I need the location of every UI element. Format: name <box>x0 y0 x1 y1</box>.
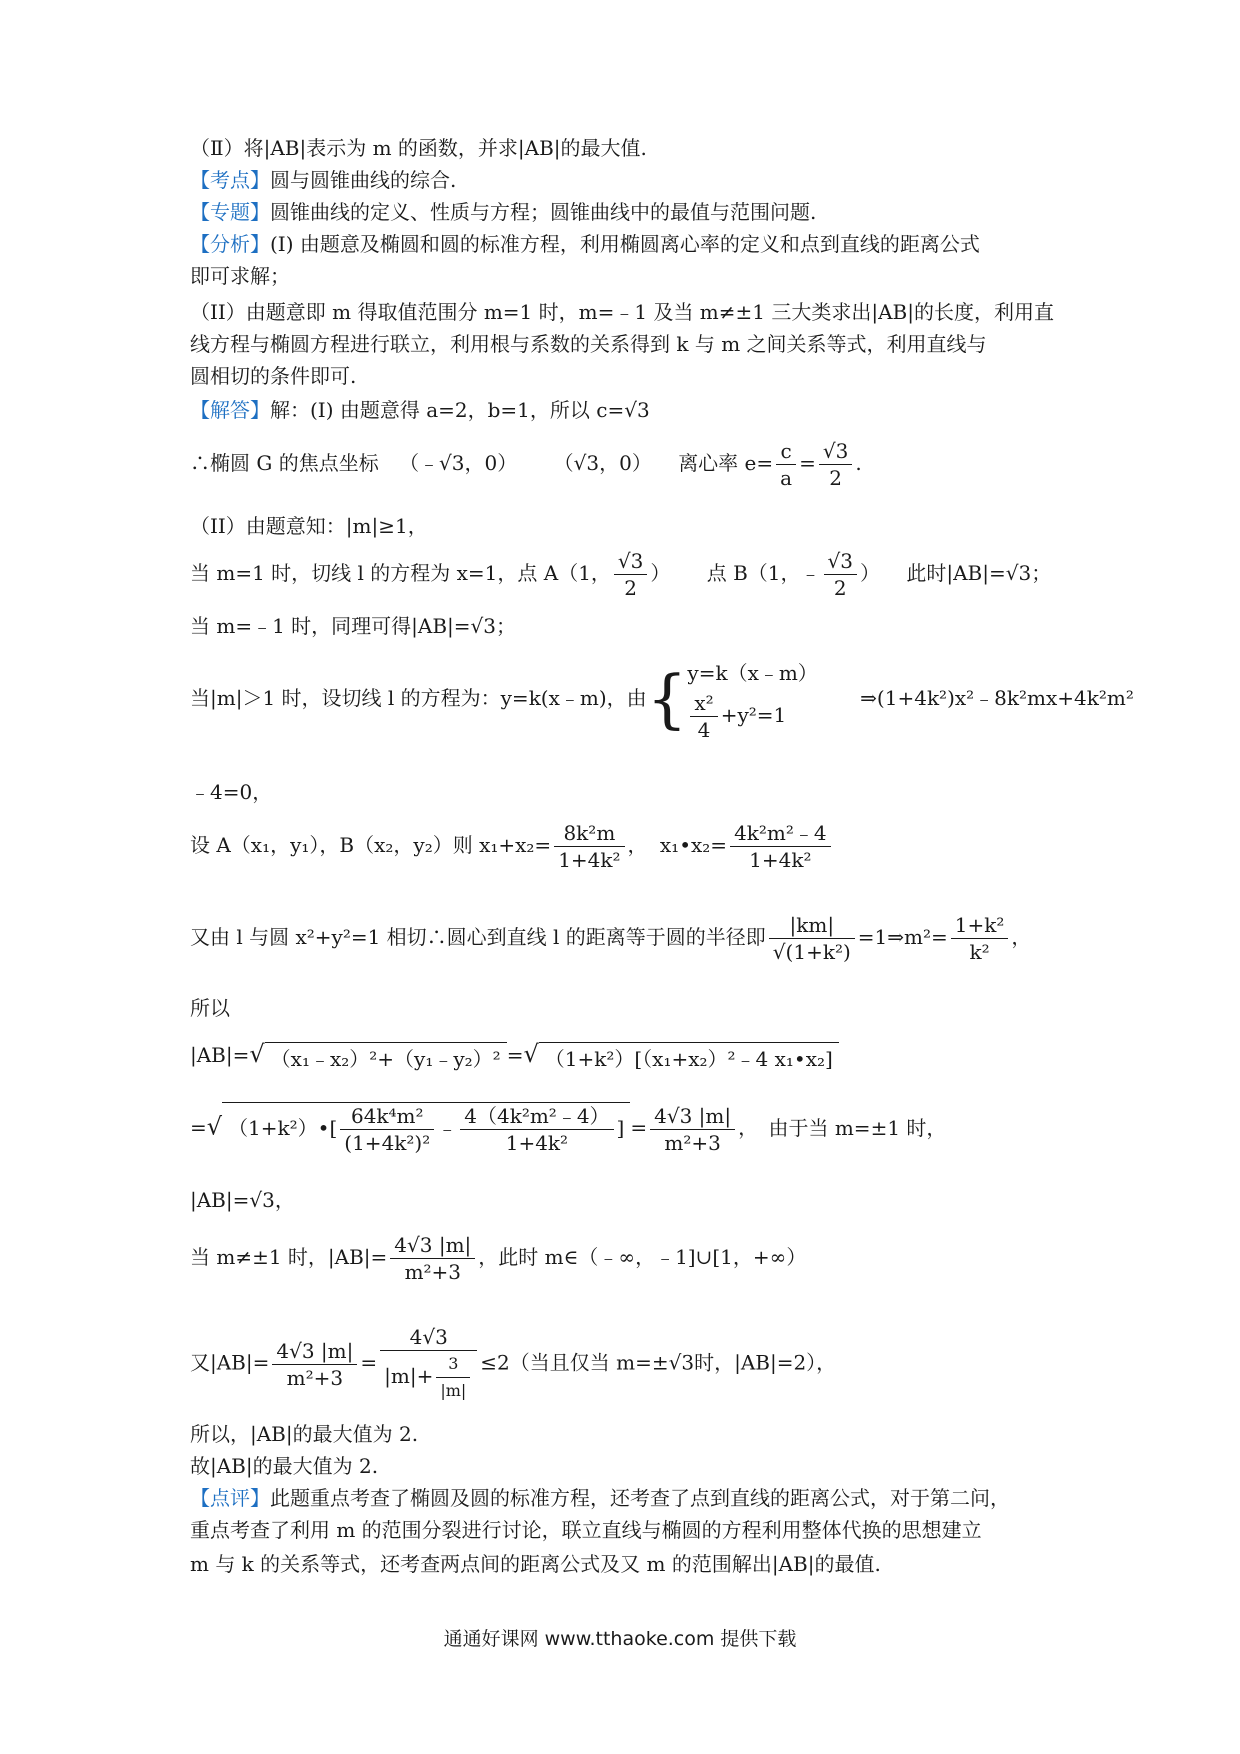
dianping-line-1 <box>190 1482 1010 1514</box>
fraction-13a: $\frac{4√3 |m|}{\text{m²+3}}$ <box>272 1338 357 1391</box>
jieda-text-6b: ⇒(1+4k²)x²﹣8k²mx+4k²m² <box>860 686 1134 710</box>
jieda-text-14: 所以，|AB|的最大值为 2. <box>190 1422 419 1446</box>
jieda-text-9b: =1⇒m²= <box>857 925 948 949</box>
jieda-line-9: 又由 l 与圆 x²+y²=1 相切∴圆心到直线 l 的距离等于圆的半径即 $\frac{|km|}{\text{√(1+k²)}}$ =1⇒m²= $\frac{\text{1+k²}}{\text{k²}}$ ， <box>190 913 1032 964</box>
focus-right: （√3，0） <box>553 451 652 475</box>
brace: { <box>646 662 688 737</box>
page-footer: 通通好课网 www.tthaoke.com 提供下载 <box>443 1628 797 1650</box>
fenxi-text-3: （II）由题意即 m 得取值范围分 m=1 时，m=﹣1 及当 m≠±1 三大类求出|AB|的长度，利用直 <box>190 300 1054 324</box>
jieda-text-15: 故|AB|的最大值为 2. <box>190 1454 379 1478</box>
dianping-tag: 【点评】 <box>190 1486 270 1510</box>
ab-line-2: =√ （1+k²）•[ $\frac{\text{64k⁴m²}}{\text{(1+4k²)²}}$ ﹣ $\frac{\text{4（4k²m²﹣4）}}{\text{1+4k²}}$ ] = $\frac{4√3 |m|}{\text{m²+3}}$ ， 由于当 m=±1 时， <box>190 1103 947 1155</box>
fraction-result: $\frac{4√3 |m|}{\text{m²+3}}$ <box>650 1103 735 1156</box>
ab-text-2b: 由于当 m=±1 时， <box>768 1115 947 1140</box>
fraction-t1: $\frac{\text{64k⁴m²}}{\text{(1+4k²)²}}$ <box>340 1103 434 1156</box>
eccentricity-label: 离心率 e= <box>678 451 774 475</box>
jieda-line-2: ∴椭圆 G 的焦点坐标 （﹣√3，0） （√3，0） 离心率 e= $\frac{c}{a}$ = $\frac{√3}{2}$ . <box>190 439 862 490</box>
fenxi-text-4: 线方程与椭圆方程进行联立，利用根与系数的关系得到 k 与 m 之间关系等式，利用直线与 <box>190 332 987 356</box>
fenxi-tag: 【分析】 <box>190 232 270 256</box>
jieda-text-6a: 当|m|＞1 时，设切线 l 的方程为：y=k(x﹣m)，由 <box>190 686 647 710</box>
jieda-text-7: ﹣4=0， <box>190 780 273 804</box>
system-eq-2: $\frac{\text{x²}}{4}$ +y²=1 <box>687 690 817 743</box>
dianping-text-3: m 与 k 的关系等式，还考查两点间的距离公式及又 m 的范围解出|AB|的最值. <box>190 1552 881 1576</box>
fraction-e-value: $\frac{√3}{2}$ <box>819 438 852 491</box>
jieda-line-13: 又|AB|= $\frac{4√3 |m|}{\text{m²+3}}$ = 4√3 |m|+ $\frac{3}{|m|}$ ≤2（当且仅当 m=±√3时，|AB|=2）， <box>190 1324 836 1404</box>
jieda-text-12a: 当 m≠±1 时，|AB|= <box>190 1245 388 1269</box>
jieda-line-8: 设 A（x₁，y₁），B（x₂，y₂）则 x₁+x₂= $\frac{\text{8k²m}}{\text{1+4k²}}$ ， x₁•x₂= $\frac{\text{4k²m²﹣4}}{\text{1+4k²}}$ <box>190 820 834 873</box>
jieda-line-6 <box>190 656 1134 743</box>
jieda-text-5: 当 m=﹣1 时，同理可得|AB|=√3； <box>190 614 517 638</box>
ab-radical-2: （1+k²）[（x₁+x₂）²﹣4 x₁•x₂] <box>539 1042 839 1072</box>
fenxi-text-2: 即可求解； <box>190 264 290 288</box>
jieda-text-11: |AB|=√3， <box>190 1188 295 1212</box>
dianping-text-2: 重点考查了利用 m 的范围分裂进行讨论，联立直线与椭圆的方程利用整体代换的思想建立 <box>190 1518 982 1542</box>
fraction-distance: $\frac{|km|}{\text{√(1+k²)}}$ <box>769 912 855 965</box>
question-part-2: （Ⅱ）将|AB|表示为 m 的函数，并求|AB|的最大值. <box>190 136 647 160</box>
fraction-13c: $\frac{3}{|m|}$ <box>436 1351 470 1404</box>
fenxi-text-5: 圆相切的条件即可. <box>190 364 357 388</box>
jieda-text-4a: 当 m=1 时，切线 l 的方程为 x=1，点 A（1， <box>190 561 611 585</box>
kaodian-tag: 【考点】 <box>190 168 270 192</box>
jieda-text-9a: 又由 l 与圆 x²+y²=1 相切∴圆心到直线 l 的距离等于圆的半径即 <box>190 925 766 949</box>
jieda-text-12b: ，此时 m∈（﹣∞，﹣1]∪[1，+∞） <box>478 1245 807 1269</box>
jieda-text-3: （II）由题意知：|m|≥1， <box>190 514 428 538</box>
jieda-text-10: 所以 <box>190 996 230 1020</box>
fraction-ab-m: $\frac{4√3 |m|}{\text{m²+3}}$ <box>390 1232 475 1285</box>
zhuanti-text: 圆锥曲线的定义、性质与方程；圆锥曲线中的最值与范围问题. <box>270 200 817 224</box>
zhuanti-tag: 【专题】 <box>190 200 270 224</box>
fenxi-line-1 <box>190 228 980 260</box>
jieda-line-12 <box>190 1232 806 1285</box>
ab-label: |AB|= <box>190 1043 250 1067</box>
fraction-sum: $\frac{\text{8k²m}}{\text{1+4k²}}$ <box>554 820 624 873</box>
jieda-text-4b: 点 B（1，﹣ <box>706 561 821 585</box>
jieda-line-1 <box>190 394 650 426</box>
ab-radical-3: （1+k²）•[ $\frac{\text{64k⁴m²}}{\text{(1+4k²)²}}$ ﹣ $\frac{\text{4（4k²m²﹣4）}}{\text{1+4k²}}$ ] <box>222 1102 630 1156</box>
ab-radical-1: （x₁﹣x₂）²+（y₁﹣y₂）² <box>265 1042 507 1072</box>
fraction-e: $\frac{c}{a}$ <box>776 438 796 491</box>
fraction-13b: 4√3 |m|+ $\frac{3}{|m|}$ <box>380 1324 477 1404</box>
zhuanti-line <box>190 196 816 228</box>
dianping-text-1: 此题重点考查了椭圆及圆的标准方程，还考查了点到直线的距离公式，对于第二问， <box>270 1486 1010 1510</box>
fenxi-text-1: (I) 由题意及椭圆和圆的标准方程，利用椭圆离心率的定义和点到直线的距离公式 <box>270 232 980 256</box>
ab-line-1: |AB|=√ （x₁﹣x₂）²+（y₁﹣y₂）² =√ （1+k²）[（x₁+x₂）²﹣4 x₁•x₂] <box>190 1040 839 1072</box>
jieda-text-1: 解：(I) 由题意得 a=2，b=1，所以 c=√3 <box>270 398 650 422</box>
fraction-product: $\frac{\text{4k²m²﹣4}}{\text{1+4k²}}$ <box>730 820 831 873</box>
jieda-text-2a: ∴椭圆 G 的焦点坐标 <box>190 451 379 475</box>
kaodian-line <box>190 164 456 196</box>
fraction-m2: $\frac{\text{1+k²}}{\text{k²}}$ <box>951 912 1009 965</box>
fraction-ya: $\frac{√3}{2}$ <box>614 548 647 601</box>
jieda-text-8a: 设 A（x₁，y₁），B（x₂，y₂）则 x₁+x₂= <box>190 833 552 857</box>
jieda-tag: 【解答】 <box>190 398 270 422</box>
jieda-text-8b: x₁•x₂= <box>659 833 728 857</box>
kaodian-text: 圆与圆锥曲线的综合. <box>270 168 457 192</box>
system-eq-1: y=k（x﹣m） <box>687 661 818 685</box>
jieda-text-13a: 又|AB|= <box>190 1350 270 1375</box>
fraction-yb: $\frac{√3}{2}$ <box>824 548 857 601</box>
jieda-text-13b: ≤2（当且仅当 m=±√3时，|AB|=2）， <box>480 1350 837 1375</box>
focus-left: （﹣√3，0） <box>399 451 518 475</box>
jieda-text-4c: 此时|AB|=√3； <box>906 561 1052 585</box>
equation-system <box>687 656 817 743</box>
fraction-t2: $\frac{\text{4（4k²m²﹣4）}}{\text{1+4k²}}$ <box>460 1103 613 1156</box>
fraction-x2-4: $\frac{\text{x²}}{4}$ <box>690 690 717 743</box>
jieda-line-4: 当 m=1 时，切线 l 的方程为 x=1，点 A（1， $\frac{√3}{2}$ ） 点 B（1，﹣ $\frac{√3}{2}$ ） 此时|AB|=√3； <box>190 549 1052 600</box>
